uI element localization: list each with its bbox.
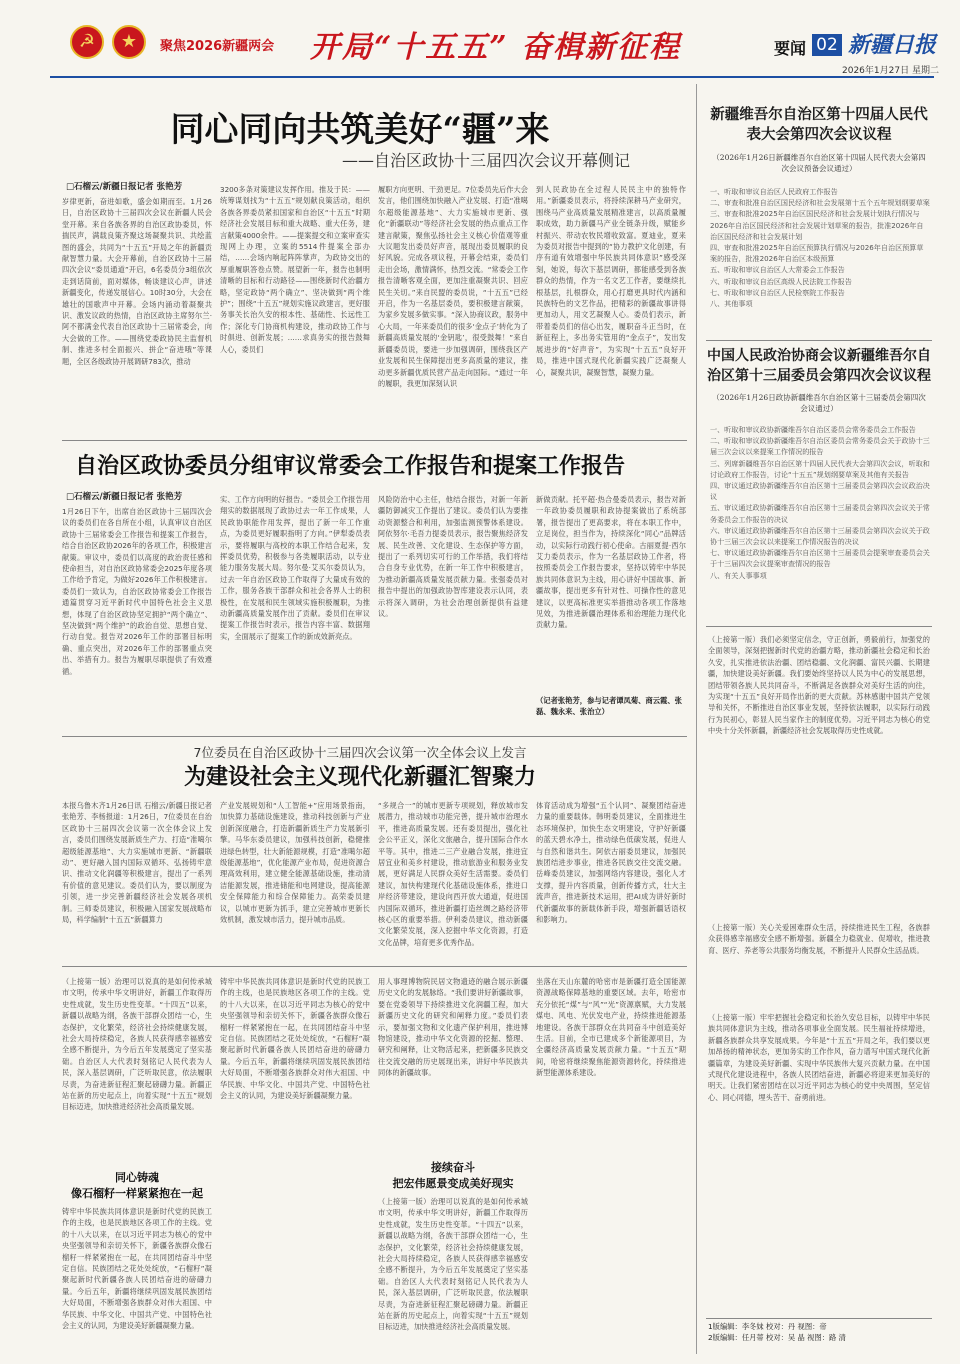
column-divider xyxy=(696,84,697,1354)
article3-column-2: 产业发展规划和“人工智能+”应用场景指南，加快算力基础设施建设，推动科技创新与产业创新深度融合，打造新疆新质生产力发展新引擎。马华东委员建议，加强科技创新，稳健推进绿色转型，壮大新能源规模，打造“准噶尔超级能源基地”，优化能源产业布局，促进资源合理高效利用，建立健全能源基础设施，推动清洁能源发展，推进储能和电网建设，提高能源安全保障能力和综合保障能力。高荣委员建议，以城市更新为抓手，建立完善城市更新长效机制，激发城市活力，提升城市品质。 xyxy=(220,801,370,925)
credit-line: 2版编辑：任月蒂 校对：吴 晶 视图：路 清 xyxy=(708,1332,846,1342)
agenda2-item: 六、审议通过政协新疆维吾尔自治区第十三届委员会第四次会议关于政协十三届三次会议以来提案工作情况报告的决议 xyxy=(710,525,930,547)
masthead xyxy=(0,0,960,76)
article4-box1-subtitle: 像石榴籽一样紧紧抱在一起 xyxy=(71,1187,203,1200)
divider xyxy=(706,1318,932,1319)
article4-box2-subtitle: 把宏伟愿景变成美好现实 xyxy=(392,1177,514,1190)
article3-column-3: “多规合一”的城市更新专项规划，释放城市发展潜力，推动城市功能完善，提升城市治理水平，推进高质量发展。还有委员提出，强化社会公平正义，深化文旅融合，提升国际合作水平等。其中，推进二三产业融合发展，推进宜居宜业和美乡村建设，推动旅游业和服务业发展，更好满足人民群众美好生活需要。委员们建议，加快构建现代化基础设施体系，推进口岸经济带建设，建设向西开放大通道，促进国内国际双循环，推进新疆打造丝绸之路经济带核心区的重要举措。伊利委员建议，推动新疆文化繁荣发展，深入挖掘中华文化资源，打造文化品牌，培育更多优秀作品。 xyxy=(378,801,528,947)
divider xyxy=(62,966,687,967)
article3-column-4: 体育活动成为增强“五个认同”、凝聚团结奋进力量的重要载体。韩明委员建议，全面推进生态环境保护，加快生态文明建设，守护好新疆的蓝天碧水净土，推动绿色低碳发展，促进人与自然和谐共生。阿依古丽委员建议，加强民族团结进步事业，推进各民族交往交流交融。岳峰委员建议，加强网络内容建设，强化人才支撑，提升内容质量，创新传播方式，壮大主流声音，推进新技术运用，把AI成为讲好新时代新疆故事的新载体新手段，增强新疆话语权和影响力。 xyxy=(536,801,686,925)
agenda1-item: 一、听取和审议自治区人民政府工作报告 xyxy=(710,187,838,196)
agenda1-item: 二、审查和批准自治区国民经济和社会发展第十五个五年规划纲要草案 xyxy=(710,198,930,208)
article4-column-1b: 铸牢中华民族共同体意识是新时代党的民族工作的主线，也是民族地区各项工作的主线。党的十八大以来，在以习近平同志为核心的党中央坚强领导和亲切关怀下，新疆各族群众像石榴籽一样紧紧抱在一起，在共同团结奋斗中坚定自信。民族团结之花处处绽放，“石榴籽”凝聚起新时代新疆各族人民团结奋进的磅礴力量。今后五年，新疆将继续巩固发展民族团结大好局面，不断增强各族群众对伟大祖国、中华民族、中华文化、中国共产党、中国特色社会主义的认同，为建设美好新疆凝聚力量。 xyxy=(62,1207,212,1331)
agenda1-item: 六、听取和审议自治区高级人民法院工作报告 xyxy=(710,276,852,286)
divider xyxy=(62,440,687,441)
editor-credits xyxy=(708,1322,930,1343)
article1-title: 同心同向共筑美好“疆”来 xyxy=(170,110,550,150)
agenda2-note: （2026年1月26日政协新疆维吾尔自治区第十三届委员会第四次会议通过） xyxy=(712,393,926,413)
agenda2-item: 七、审议通过政协新疆维吾尔自治区第十三届委员会提案审查委员会关于十三届四次会议提案审查情况的报告 xyxy=(710,548,930,569)
article4-column-1: （上接第一版）治理可以说真的是如何传承城市文明，传承中华文明讲好，新疆工作取得历史性成就，发生历史性变革。“十四五”以来，新疆以战略为纲，各族干部群众团结一心，生态保护，文化繁荣，经济社会持续健康发展，社会大局持续稳定，各族人民获得感幸福感安全感不断提升，为今后五年发展奠定了坚实基础。自治区人大代表时刻铭记人民代表为人民，深入基层调研，广泛听取民意，依法履职尽责，为奋进新征程汇聚起磅礴力量。新疆正站在新的历史起点上，向着实现“十五五”规划目标迈进，加快推进经济社会高质量发展。 xyxy=(62,977,212,1112)
divider xyxy=(706,626,932,627)
article2-credit: （记者张艳芳，参与记者谭凤菊、商云霞、张磊、魏永来、张治立） xyxy=(536,696,682,716)
agenda1-item: 八、其他事项 xyxy=(710,299,753,309)
divider xyxy=(62,736,687,737)
article1-column-4: 到人民政协在全过程人民民主中的独特作用。”新疆委员表示，将持续深耕马产业研究，围绕马产业高质量发展精准建言，以高质量履职成效，助力新疆马产业全链条升级，赋能乡村振兴、带动农牧民增收致富。夏迪业，夏来为委员对报告中提到的“协力教护文化创建，有序有道有效增强中华民族共同体意识”感受深刻，她说，每次下基层调研，都能感受到各族群众的热情，作为一名文艺工作者，要继续扎根基层，扎根群众，用心打磨更具时代内涵和民族特色的文艺作品，把精彩的新疆故事讲得更加动人，用文艺凝聚人心。委员们表示，新带着委员们的信心出发，履职奋斗正当时，在新征程上，多出务实管用的“金点子”，发出发展进步的“好声音”，为实现“十五五”良好开局，推进中国式现代化新疆实践广泛凝聚人心，凝聚共识，凝聚智慧，凝聚力量。 xyxy=(536,185,686,377)
page-slogan: 开局“十五五” 奋楫新征程 xyxy=(310,30,681,65)
agenda1-note: （2026年1月26日新疆维吾尔自治区第十四届人民代表大会第四次会议预备会议通过） xyxy=(712,153,926,173)
article2-column-3: 风险防治中心主任，他结合报告，对新一年新疆防御减灾工作提出了建议。委员们认为要推动资源整合和利用，加强监测预警体系建设。阿依努尔·毛吾力提委员表示，报告聚焦经济发展、民生改善、文化建设、生态保护等方面，提出了一系列切实可行的工作举措，我们将结合自身专业优势，在新一年工作中积极建言，为推动新疆高质量发展贡献力量。张强委员对报告中提出的加强政协智库建设表示认同，表示将深入调研，为社会治理创新提供有益建议。 xyxy=(378,495,528,619)
agenda2-item: 八、有关人事事项 xyxy=(710,570,767,580)
agenda1-item: 四、审查和批准2025年自治区预算执行情况与2026年自治区预算草案的报告，批准2026年自治区本级预算 xyxy=(710,243,924,264)
sidebar-article6: （上接第一版）关心关爱困难群众生活，持续推进民生工程，各族群众获得感幸福感安全感不断增强。新疆全力稳就业、促增收，推进教育、医疗、养老等公共服务均衡发展，不断提升人民群众生活品质。 xyxy=(708,923,930,955)
article2-byline: □石榴云/新疆日报记者 张艳芳 xyxy=(66,492,183,502)
article3-kicker: 7位委员在自治区政协十三届四次会议第一次全体会议上发言 xyxy=(193,745,527,760)
agenda2-item: 五、审议通过政协新疆维吾尔自治区第十三届委员会第四次会议关于常务委员会工作报告的决议 xyxy=(710,503,930,524)
article1-subtitle: ——自治区政协十三届四次会议开幕侧记 xyxy=(341,151,630,170)
article4-column-3: 用人事理博物院民居文物遗迹的融合展示新疆历史文化的发展脉络。“我们要讲好新疆故事，要在党委领导下持续推进文化润疆工程，加大新疆历史文化的研究和阐释力度。”委员们表示，要加强文物和文化遗产保护利用，推进博物馆建设，推动中华文化资源的挖掘、整理、研究和阐释，让文物活起来，把新疆多民族交往交流交融的历史展现出来，讲好中华民族共同体的新疆故事。 xyxy=(378,977,528,1078)
party-emblem-icon: ☭ xyxy=(70,25,104,59)
page-number: 02 xyxy=(812,34,842,56)
article1-column-2: 3200多条对策建议发挥作用。推及于民：——统筹谋划找为“十五五”规划献良策活动，组织各族各界委员紧扣国家和自治区“十五五”时期经济社会发展目标和重大战略、重大任务，建言献策4000余件。——提案提交和立案审查实现网上办理，立案的5514件提案全部办结，……会场内响起阵阵掌声，为政协交出的厚重履职答卷点赞。展望新一年，报告也制明清晰的目标和行动路径——围绕新时代治疆方略，坚定政协“两个确立”、坚决做到“两个维护”；围绕“十五五”规划实施议政建言，更好服务事关长治久安的根本性、基础性、长远性工作；深化专门协商机构建设，推动政协工作与时俱进、创新发展；……求真务实的报告鼓舞人心，委员们 xyxy=(220,185,370,354)
agenda2-list xyxy=(710,424,930,581)
section-kicker: 聚焦2026新疆两会 xyxy=(160,39,275,54)
article2-title: 自治区政协委员分组审议常委会工作报告和提案工作报告 xyxy=(74,453,625,479)
article4-column-3b: （上接第一版）治理可以说真的是如何传承城市文明，传承中华文明讲好，新疆工作取得历史性成就，发生历史性变革。“十四五”以来，新疆以战略为纲，各族干部群众团结一心，生态保护，文化繁荣，经济社会持续健康发展，社会大局持续稳定，各族人民获得感幸福感安全感不断提升，为今后五年发展奠定了坚实基础。自治区人大代表时刻铭记人民代表为人民，深入基层调研，广泛听取民意，依法履职尽责，为奋进新征程汇聚起磅礴力量。新疆正站在新的历史起点上，向着实现“十五五”规划目标迈进，加快推进经济社会高质量发展。 xyxy=(378,1197,528,1332)
article2-column-1: 1月26日下午，出席自治区政协十三届四次会议的委员们在各自所在小组，认真审议自治区政协十三届常委会工作报告和提案工作报告，结合自治区政协2026年的各项工作，积极建言献策。审议中，委员们以高度的政治责任感和使命担当，对自治区政协常委会2025年度各项工作给予肯定，为做好2026年工作积极建言。委员们一致认为，自治区政协常委会工作报告通篇贯穿习近平新时代中国特色社会主义思想，体现了自治区政协坚定拥护“两个确立”、坚决做到“两个维护”的政治自觉、思想自觉、行动自觉。报告对2026年工作的部署目标明确、重点突出，对2026年工作的部署重点突出、举措有力。报告为履职尽职提供了有效遵循。 xyxy=(62,507,212,676)
agenda2-item: 二、听取和审议政协新疆维吾尔自治区委员会常务委员会关于政协十三届三次会议以来提案工作情况的报告 xyxy=(710,436,930,457)
issue-date: 2026年1月27日 星期二 xyxy=(842,66,939,76)
agenda1-item: 五、听取和审议自治区人大常委会工作报告 xyxy=(710,265,845,275)
agenda1-title: 新疆维吾尔自治区第十四届人民代表大会第四次会议议程 xyxy=(710,107,928,143)
section-label: 要闻 xyxy=(774,39,807,58)
agenda2-item: 一、听取和审议政协新疆维吾尔自治区委员会常务委员会工作报告 xyxy=(710,425,916,434)
national-emblem-icon: ★ xyxy=(112,25,146,59)
article1-byline: □石榴云/新疆日报记者 张艳芳 xyxy=(66,182,183,192)
agenda1-list xyxy=(710,186,930,309)
agenda2-item: 三、列席新疆维吾尔自治区第十四届人民代表大会第四次会议，听取和讨论政府工作报告，讨论“十五五”规划纲要草案及其他有关报告 xyxy=(710,458,930,479)
article4-column-2: 铸牢中华民族共同体意识是新时代党的民族工作的主线，也是民族地区各项工作的主线。党的十八大以来，在以习近平同志为核心的党中央坚强领导和亲切关怀下，新疆各族群众像石榴籽一样紧紧抱在一起，在共同团结奋斗中坚定自信。民族团结之花处处绽放，“石榴籽”凝聚起新时代新疆各族人民团结奋进的磅礴力量。今后五年，新疆将继续巩固发展民族团结大好局面，不断增强各族群众对伟大祖国、中华民族、中华文化、中国共产党、中国特色社会主义的认同，为建设美好新疆凝聚力量。 xyxy=(220,977,370,1101)
sidebar-article5: （上接第一版）我们必须坚定信念，守正创新，勇毅前行，加强党的全面领导，深刻把握新时代党的治疆方略，推动新疆社会稳定和长治久安，扎实推进依法治疆、团结稳疆、文化润疆、富民兴疆、长期建疆，加快建设美好新疆。我们要始终坚持以人民为中心的发展思想，团结带领各族人民共同奋斗，不断满足各族群众对美好生活的向往，为实现“十五五”良好开局作出新的更大贡献。苏林感谢中国共产党领导和关怀，不断推进自治区事业发展，坚持依法履职，以实际行动践行为民初心，彰显人民当家作主的制度优势。习近平同志为核心的党中央十分关怀新疆，新疆经济社会发展取得历史性成就。 xyxy=(708,635,930,736)
agenda1-item: 七、听取和审议自治区人民检察院工作报告 xyxy=(710,287,845,297)
divider xyxy=(706,340,932,341)
credit-line: 1版编辑：李冬妹 校对：丹 视图：帝 xyxy=(708,1322,827,1331)
article2-column-4: 新做贡献。托平超·热合曼委员表示，报告对新一年政协委员履职和政协提案做出了系统部署，报告提出了更高要求，将在本职工作中，立足岗位，担当作为，持续深化“同心”品牌活动，以实际行动践行初心使命。古丽夏提·西尔艾力委员表示，作为一名基层政协工作者，将按照委员会工作报告要求，坚持以铸牢中华民族共同体意识为主线，用心讲好中国故事、新疆故事，提出更多有针对性、可操作性的意见建议，以更高标准更实举措推动各项工作落地见效，为推进新疆治理体系和治理能力现代化贡献力量。 xyxy=(536,495,686,630)
article4-box2-title: 接续奋斗 xyxy=(431,1161,475,1174)
article1-column-1: 岁律更新，奋进如歌，盛会如期而至。1月26日，自治区政协十三届四次会议在新疆人民会堂开幕。来自各族各界的自治区政协委员，怀揣民声，满载良策齐聚这场凝聚共识、共绘蓝图的盛会，共同为“十五五”开局之年的新疆贡献智慧力量。大会开幕前，自治区政协十三届四次会议“委员通道”开启，6名委员分3组依次走到话筒前，面对媒体，畅谈建议心声，讲述新疆变化，传递发展信心。10时30分，大会在雄壮的国歌声中开幕。会场内涌动着凝聚共识、激发议政的热情，自治区政协主席努尔兰·阿不都满金代表自治区政协十三届常委会，向大会做的工作。——围绕党委政协民主监督机制、推进多村全面振兴、拼企“奋进哦”等课题，全区各级政协开展调研783次，推动 xyxy=(62,197,212,366)
agenda1-item: 三、审查和批准2025年自治区国民经济和社会发展计划执行情况与2026年自治区国民经济和社会发展计划草案的报告，批准2026年自治区国民经济和社会发展计划 xyxy=(710,209,924,241)
article4-column-4: 坐落在天山东麓的哈密市是新疆打造全国能源资源战略保障基地的重要区域。去年，哈密市充分依托“煤”与“风”“光”资源禀赋，大力发展煤电、风电、光伏发电产业，持续推进能源基地建设。各族干部群众在共同奋斗中创造美好生活。目前，全市已建成多个新能源项目，为全疆经济高质量发展贡献力量。“十五五”期间，哈密将继续聚焦能源资源转化，持续推进新型能源体系建设。 xyxy=(536,977,686,1078)
article3-title: 为建设社会主义现代化新疆汇智聚力 xyxy=(183,764,536,790)
article3-column-1: 本报乌鲁木齐1月26日讯 石榴云/新疆日报记者张艳芳、李杨报道：1月26日，7位委员在自治区政协十三届四次会议第一次全体会议上发言，委员们围绕发展新质生产力、打造“准噶尔超级能源基地”、大力实施城市更新、“新疆联动”、更好融入国内国际双循环、弘扬铸牢意识、推动文化润疆等积极建言，提出了一系列有价值的意见建议。委员们认为，要以制度为引领，进一步完善新疆经济社会发展各项机制。三师委员建议，积极融入国家发展战略布局，科学编制“十五五”新疆算力 xyxy=(62,801,212,925)
article1-column-3: 履职方向更明、干劲更足。7位委员先后作大会发言，他们围绕加快融入产业发展、打造“准噶尔超级能源基地”、大力实施城市更新、强化“新疆联动”等经济社会发展的热点重点工作建言献策，聚焦弘扬社会主义核心价值观等重大议题发出委员好声音，展现出委员履职的良好风貌。完成各项议程，开幕会结束，委员们走出会场，激情满怀，热烈交流。“常委会工作报告清晰客观全面，更加注重凝聚共识、回应民生关切。”来自民盟的委员说，“十五五”已经开启，作为一名基层委员，要积极建言献策，为家乡发展多做实事。“深入协商议政，服务中心大局，一年来委员们的很多‘金点子’转化为了新疆高质量发展的‘金钥匙’，很受鼓舞！”来自新疆委员说，要进一步加强调研，围绕我区产业发展和民生保障提出更多高质量的建议，推动更多新疆优质民营产品走向国际。“通过一年的履职，我更加深刻认识 xyxy=(378,185,528,388)
article2-column-2: 实、工作方向明的好报告。“委员会工作报告用翔实的数据展现了政协过去一年工作成果，人民政协职能作用发挥，提出了新一年工作重点，为委员更好履职指明了方向。”伊犁委员表示，要将履职与高校的本职工作结合起来，发挥委员优势，积极参与各类履职活动，以专业能力服务发展大局。努尔曼·艾买尔委员认为，过去一年自治区政协工作取得了大量成有效的工作，服务各族干部群众和社会各界人士的积极性，在发展和民生领域实施积极履职，为推动新疆高质量发展作出了贡献。委员们在审议提案工作报告时表示，报告内容丰富、数据翔实，全面展示了提案工作的新成效新亮点。 xyxy=(220,495,370,641)
newspaper-name: 新疆日报 xyxy=(848,32,937,58)
article4-box1-title: 同心铸魂 xyxy=(115,1171,159,1184)
sidebar-article7: （上接第一版）牢牢把握社会稳定和长治久安总目标，以铸牢中华民族共同体意识为主线，推动各项事业全面发展。民生福祉持续增进，新疆各族群众共享发展成果。今年是“十五五”开局之年，我们要以更加昂扬的精神状态，更加务实的工作作风，奋力谱写中国式现代化新疆篇章，为建设美好新疆、实现中华民族伟大复兴贡献力量。在中国式现代化建设进程中，各族人民团结奋进，新疆必将迎来更加美好的明天。让我们紧密团结在以习近平同志为核心的党中央周围，坚定信心、同心同德，埋头苦干、奋勇前进。 xyxy=(708,1013,930,1102)
agenda2-title: 中国人民政治协商会议新疆维吾尔自治区第十三届委员会第四次会议议程 xyxy=(707,348,931,384)
agenda2-item: 四、审议通过政协新疆维吾尔自治区第十三届委员会第四次会议政治决议 xyxy=(710,481,930,502)
masthead-rule xyxy=(50,76,934,78)
